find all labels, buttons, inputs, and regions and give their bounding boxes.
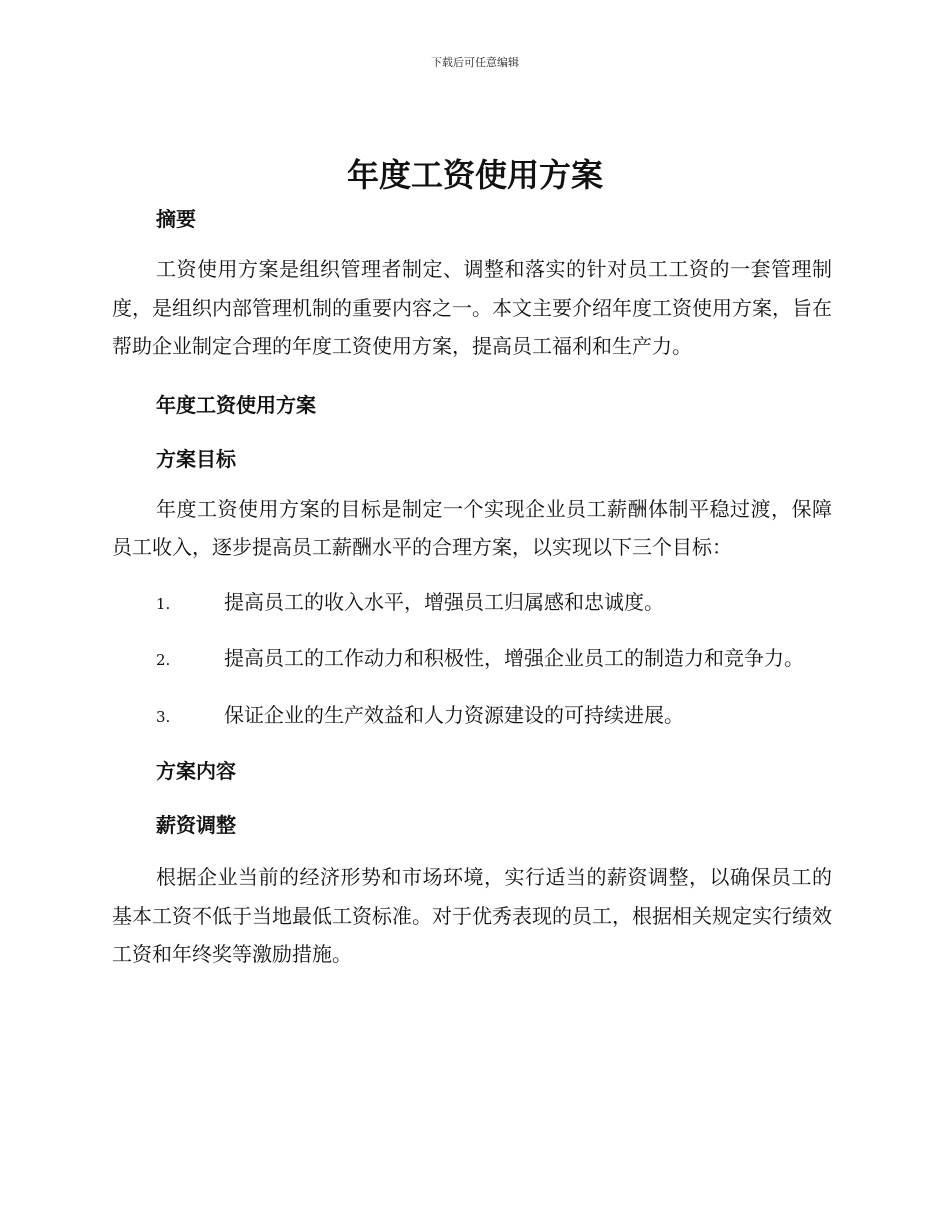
document-body bbox=[112, 200, 832, 974]
salary-paragraph: 根据企业当前的经济形势和市场环境，实行适当的薪资调整，以确保员工的基本工资不低于当地最低工资标准。对于优秀表现的员工，根据相关规定实行绩效工资和年终奖等激励措施。 bbox=[112, 865, 832, 966]
goal-list-item-3 bbox=[112, 696, 832, 737]
header-note: 下载后可任意编辑 bbox=[431, 56, 519, 69]
goal-list-item-2 bbox=[112, 639, 832, 680]
list-number: 2. bbox=[156, 651, 171, 669]
list-text: 保证企业的生产效益和人力资源建设的可持续进展。 bbox=[224, 702, 684, 727]
content-heading: 方案内容 bbox=[156, 759, 236, 783]
list-text: 提高员工的收入水平，增强员工归属感和忠诚度。 bbox=[224, 589, 664, 614]
abstract-paragraph: 工资使用方案是组织管理者制定、调整和落实的针对员工工资的一套管理制度，是组织内部管理机制的重要内容之一。本文主要介绍年度工资使用方案，旨在帮助企业制定合理的年度工资使用方案，提高员工福利和生产力。 bbox=[112, 257, 832, 358]
plan-heading: 年度工资使用方案 bbox=[156, 392, 316, 417]
list-number: 1. bbox=[156, 594, 171, 613]
document-title: 年度工资使用方案 bbox=[346, 156, 603, 194]
abstract-heading: 摘要 bbox=[156, 207, 196, 231]
goal-heading: 方案目标 bbox=[156, 446, 236, 471]
salary-heading: 薪资调整 bbox=[156, 813, 236, 837]
list-number: 3. bbox=[156, 707, 171, 726]
list-text: 提高员工的工作动力和积极性，增强企业员工的制造力和竞争力。 bbox=[224, 646, 804, 670]
goal-paragraph: 年度工资使用方案的目标是制定一个实现企业员工薪酬体制平稳过渡，保障员工收入，逐步提高员工薪酬水平的合理方案，以实现以下三个目标： bbox=[112, 496, 832, 559]
goal-list-item-1 bbox=[112, 583, 832, 624]
